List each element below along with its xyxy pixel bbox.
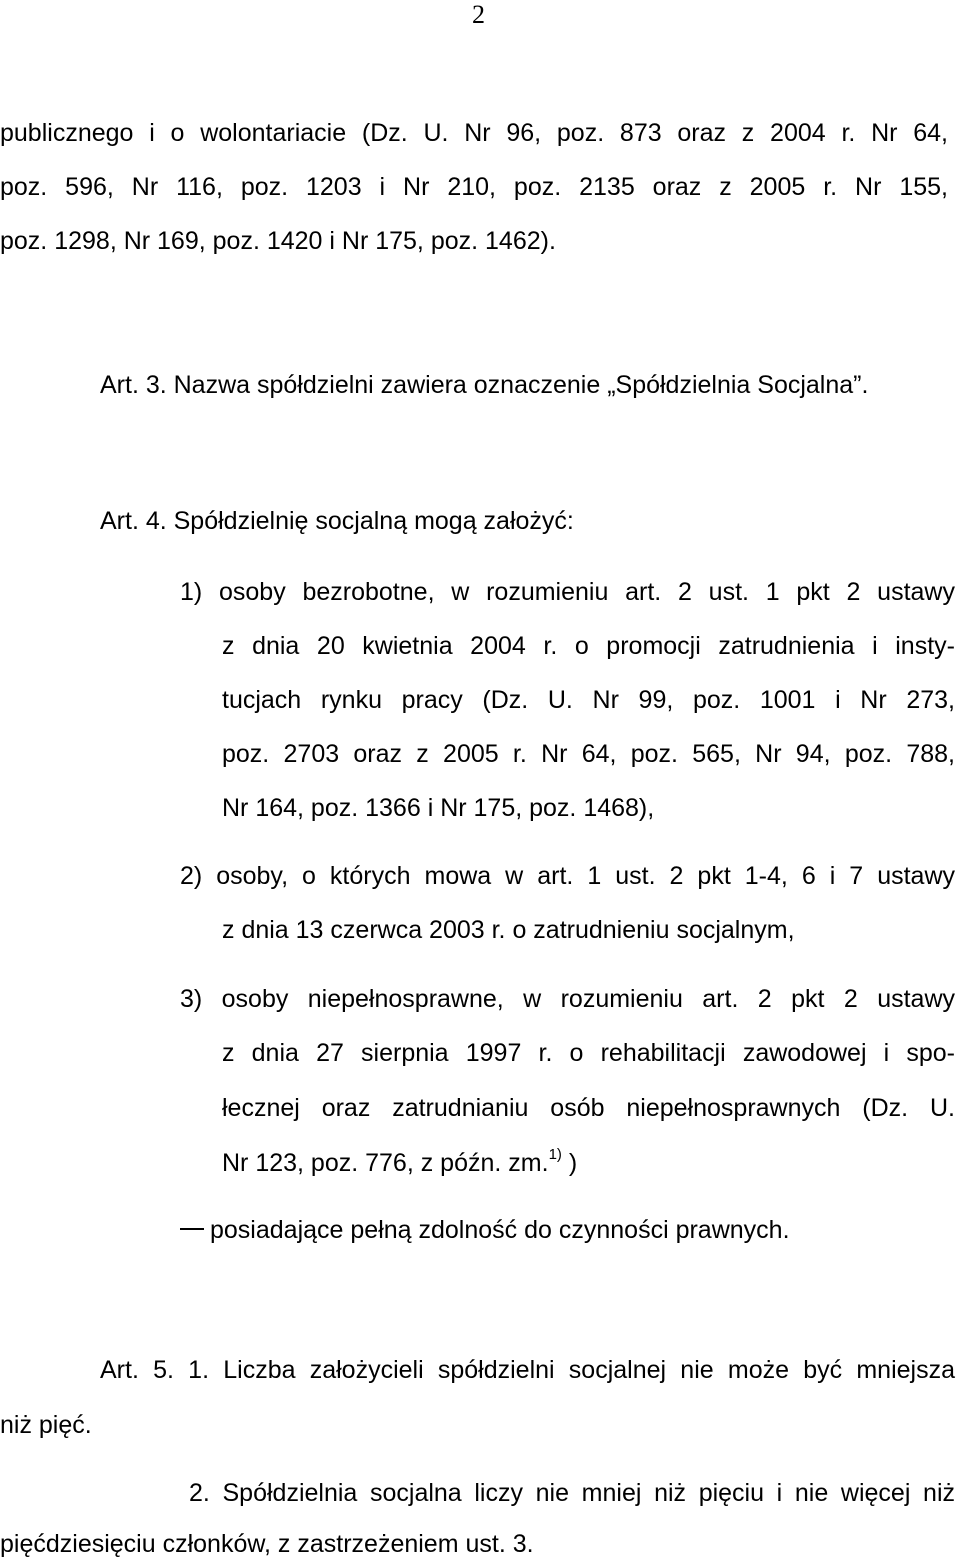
art4-item1-line3: tucjach rynku pracy (Dz. U. Nr 99, poz. 1001 i Nr 273, xyxy=(222,686,955,714)
art4-item3-line4-text: Nr 123, poz. 776, z późn. zm. xyxy=(222,1149,549,1177)
art4-item2-line2: z dnia 13 czerwca 2003 r. o zatrudnieniu socjalnym, xyxy=(222,916,795,944)
art4-item1-line4: poz. 2703 oraz z 2005 r. Nr 64, poz. 565, Nr 94, poz. 788, xyxy=(222,740,955,768)
page-number: 2 xyxy=(472,0,485,29)
para1-line1: publicznego i o wolontariacie (Dz. U. Nr 96, poz. 873 oraz z 2004 r. Nr 64, xyxy=(0,119,948,147)
art4-item1-line2: z dnia 20 kwietnia 2004 r. o promocji zatrudnienia i insty- xyxy=(222,632,955,660)
art4-heading: Art. 4. Spółdzielnię socjalną mogą założyć: xyxy=(100,507,574,535)
dash-mark xyxy=(180,1228,204,1230)
art4-item3-line3: łecznej oraz zatrudnianiu osób niepełnosprawnych (Dz. U. xyxy=(222,1094,955,1122)
art4-closing-text: posiadające pełną zdolność do czynności prawnych. xyxy=(210,1216,790,1244)
art4-item3-line4 xyxy=(222,1146,578,1177)
art5-p1-line1: Art. 5. 1. Liczba założycieli spółdzielni socjalnej nie może być mniejsza xyxy=(100,1356,955,1384)
art4-closing-line xyxy=(180,1218,790,1243)
para1-line2: poz. 596, Nr 116, poz. 1203 i Nr 210, poz. 2135 oraz z 2005 r. Nr 155, xyxy=(0,173,948,201)
art4-item3-line1: 3) osoby niepełnosprawne, w rozumieniu art. 2 pkt 2 ustawy xyxy=(180,985,955,1013)
art5-p2-line1: 2. Spółdzielnia socjalna liczy nie mniej niż pięciu i nie więcej niż xyxy=(189,1479,955,1507)
art4-item1-line1: 1) osoby bezrobotne, w rozumieniu art. 2 ust. 1 pkt 2 ustawy xyxy=(180,578,955,606)
art4-item2-line1: 2) osoby, o których mowa w art. 1 ust. 2 pkt 1-4, 6 i 7 ustawy xyxy=(180,862,955,890)
art3-text: Art. 3. Nazwa spółdzielni zawiera oznaczenie „Spółdzielnia Socjalna”. xyxy=(100,371,869,399)
footnote-ref[interactable]: 1) xyxy=(548,1146,562,1163)
para1-line3: poz. 1298, Nr 169, poz. 1420 i Nr 175, poz. 1462). xyxy=(0,227,556,255)
art4-item3-closing: ) xyxy=(561,1149,578,1177)
art4-item3-line2: z dnia 27 sierpnia 1997 r. o rehabilitacji zawodowej i spo- xyxy=(222,1039,955,1067)
art4-item1-line5: Nr 164, poz. 1366 i Nr 175, poz. 1468), xyxy=(222,794,655,822)
art5-p2-line2: pięćdziesięciu członków, z zastrzeżeniem ust. 3. xyxy=(0,1530,534,1558)
art5-p1-line2: niż pięć. xyxy=(0,1411,92,1439)
